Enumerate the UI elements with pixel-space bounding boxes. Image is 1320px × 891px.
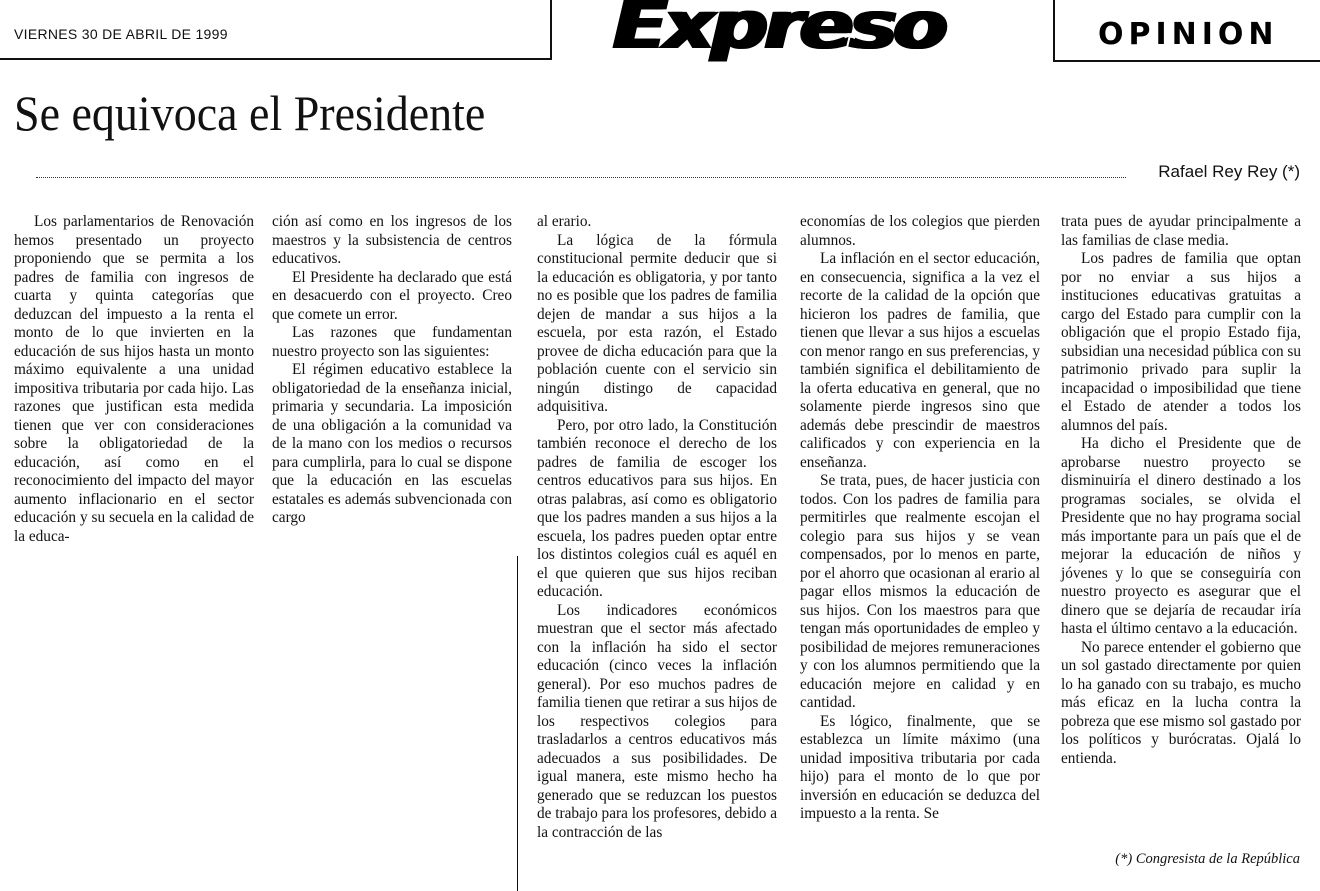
header-divider-right	[1053, 0, 1055, 60]
issue-date: VIERNES 30 DE ABRIL DE 1999	[14, 26, 228, 42]
header-rule	[0, 58, 552, 60]
byline-rule	[36, 177, 1126, 178]
paragraph: trata pues de ayudar principalmente a las familias de clase media.	[1061, 213, 1301, 249]
article-column-1	[14, 213, 254, 546]
article-column-5	[1061, 213, 1301, 768]
paragraph: La lógica de la fórmula constitucional permite deducir que si la educación es obligatoria, y por tanto no es posible que los padres de familia dejen de mandar a sus hijos a la escuela, por esta razón, el Estado provee de dicha educación para que la población cuente con el servicio sin ningún distingo de capacidad adquisitiva.	[537, 231, 777, 415]
paragraph: Los indicadores económicos muestran que el sector más afectado con la inflación ha sido el sector educación (cinco veces la inflación general). Por eso muchos padres de familia tienen que retirar a sus hijos de los respectivos colegios para trasladarlos a centros educativos más adecuados a sus posibilidades. De igual manera, este mismo hecho ha generado que se reduzcan los puestos de trabajo para los profesores, debido a la contracción de las	[537, 601, 777, 841]
article-column-2	[272, 213, 512, 528]
paragraph: al erario.	[537, 213, 592, 230]
paragraph: El régimen educativo establece la obligatoriedad de la enseñanza inicial, primaria y secundaria. La imposición de una obligación a la comunidad va de la mano con los medios o recursos para cumplirla, para lo cual se dispone que la educación en las escuelas estatales es además subvencionada con cargo	[272, 361, 512, 526]
paragraph: La inflación en el sector educación, en consecuencia, significa a la vez el recorte de la calidad de la opción que hicieron los padres de familia, que tienen que llevar a sus hijos a escuelas con menor rango en sus preferencias, y también significa el debilitamiento de la oferta educativa en general, que no solamente pierde ingresos sino que además debe prescindir de maestros calificados y con experiencia en la enseñanza.	[800, 250, 1040, 471]
paragraph: El Presidente ha declarado que está en desacuerdo con el proyecto. Creo que comete un error.	[272, 268, 512, 323]
article-column-4	[800, 213, 1040, 824]
author-footnote: (*) Congresista de la República	[1115, 851, 1300, 867]
section-rule	[1053, 60, 1320, 62]
paragraph: Se trata, pues, de hacer justicia con todos. Con los padres de familia para permitirles que realmente escojan el colegio para sus hijos y se vean compensados, por lo menos en parte, por el ahorro que ocasionan al erario al pagar ellos mismos la educación de sus hijos. Con los maestros para que tengan más oportunidades de empleo y posibilidad de mejores remuneraciones y con los alumnos permitiendo que la educación mejore en calidad y en cantidad.	[800, 472, 1040, 711]
header-divider-left	[550, 0, 552, 60]
paragraph: No parece entender el gobierno que un sol gastado directamente por quien lo ha ganado con su trabajo, es mucho más eficaz en la lucha contra la pobreza que ese mismo sol gastado por los políticos y burócratas. Ojalá lo entienda.	[1061, 638, 1301, 767]
paragraph: Pero, por otro lado, la Constitución también reconoce el derecho de los padres de familia de escoger los centros educativos para sus hijos. En otras palabras, así como es obligatorio que los padres manden a sus hijos a la escuela, los padres pueden optar entre los distintos colegios cuál es aquél en el que quieren que sus hijos reciban educación.	[537, 416, 777, 600]
section-label: OPINION	[1098, 17, 1279, 52]
headline: Se equivoca el Presidente	[14, 85, 486, 141]
byline: Rafael Rey Rey (*)	[1158, 162, 1300, 181]
paragraph: ción así como en los ingresos de los maestros y la subsistencia de centros educativos.	[272, 213, 512, 267]
paragraph: Las razones que fundamentan nuestro proyecto son las siguientes:	[272, 324, 512, 360]
paragraph: economías de los colegios que pierden alumnos.	[800, 213, 1040, 249]
paragraph: Ha dicho el Presidente que de aprobarse nuestro proyecto se disminuiría el dinero destinado a los programas sociales, se olvida el Presidente que no hay programa social más importante para un país que el de mejorar la educación de niños y jóvenes y lo que se conseguiría con nuestro proyecto es asegurar que el dinero que se dejaría de recaudar iría hasta el último centavo a la educación.	[1061, 435, 1301, 637]
paragraph: Los parlamentarios de Renovación hemos presentado un proyecto proponiendo que se permita a los padres de familia con ingresos de cuarta y quinta categorías que deduzcan del impuesto a la renta el monto de lo que invierten en la educación de sus hijos hasta un monto máximo equivalente a una unidad impositiva tributaria por cada hijo. Las razones que justifican esta medida tienen que ver con consideraciones sobre la obligatoriedad de la educación, así como en el reconocimiento del impacto del mayor aumento inflacionario en el sector educación y su secuela en la calidad de la educa-	[14, 213, 254, 545]
newspaper-logo: Expreso	[612, 0, 944, 62]
article-column-3	[537, 213, 777, 842]
paragraph: Es lógico, finalmente, que se establezca un límite máximo (una unidad impositiva tributaria por cada hijo) para el monto de lo que por inversión en educación se deduzca del impuesto a la renta. Se	[800, 712, 1040, 822]
paragraph: Los padres de familia que optan por no enviar a sus hijos a instituciones educativas gratuitas a cargo del Estado para cumplir con la obligación que el propio Estado fija, subsidian una necesidad pública con su patrimonio privado para suplir la incapacidad o imposibilidad que tiene el Estado de atender a todos los alumnos del país.	[1061, 250, 1302, 434]
column-rule	[517, 556, 518, 891]
